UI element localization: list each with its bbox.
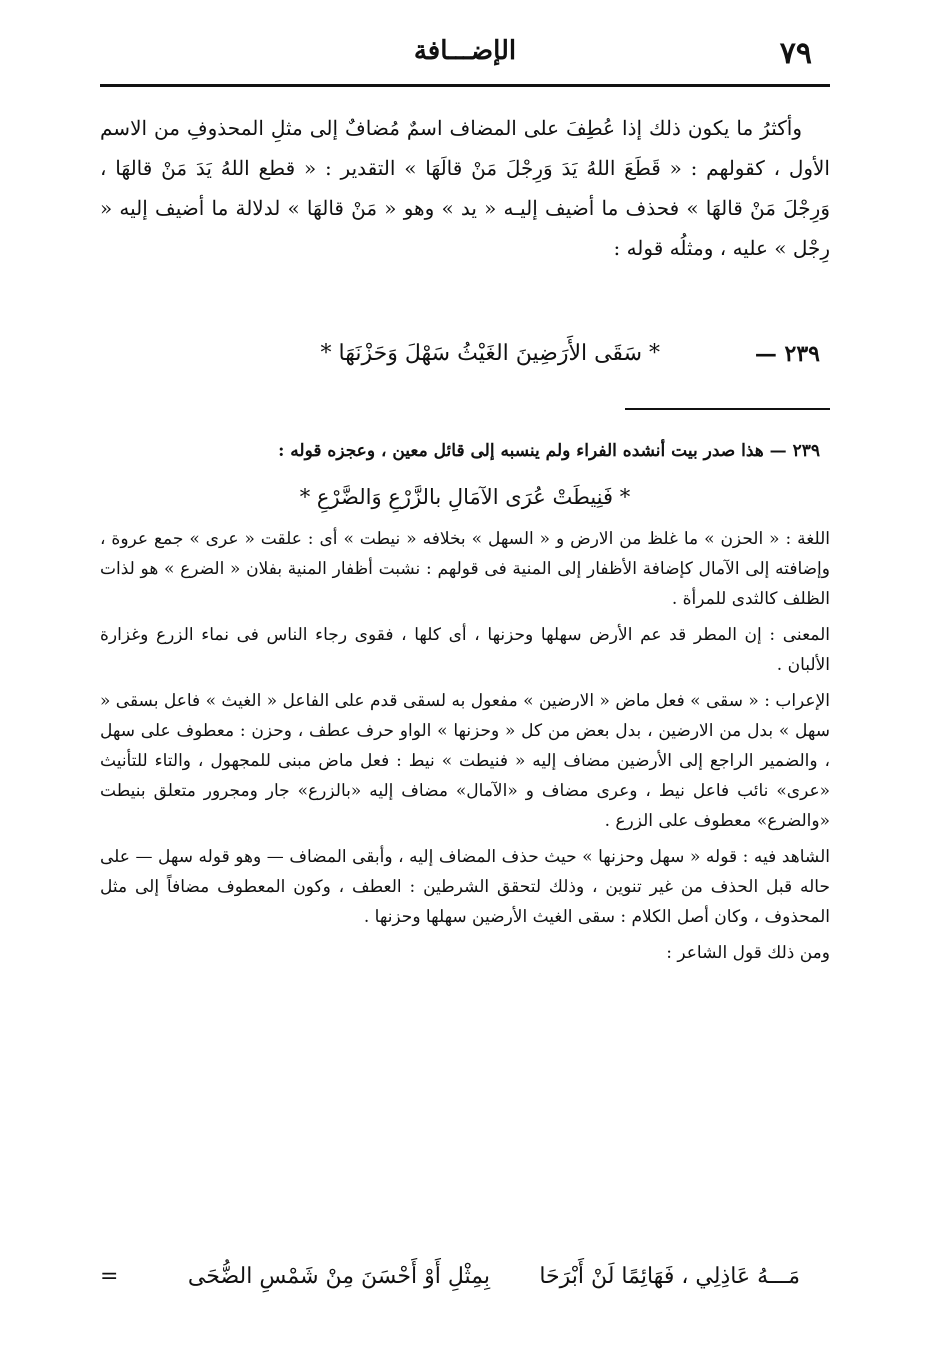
footnote-intro: ٢٣٩ — هذا صدر بيت أنشده الفراء ولم ينسبه إلى قائل معين ، وعجزه قوله :: [278, 441, 820, 461]
header-rule: [100, 84, 830, 87]
main-paragraph: وأكثرُ ما يكون ذلك إذا عُطِفَ على المضاف اسمٌ مُضافٌ إلى مثلِ المحذوفِ من الاسم الأول ، كقولهم : « قَطَعَ اللهُ يَدَ وَرِجْلَ مَنْ قالَهَا » التقدير : « قطع اللهُ يَدَ مَنْ قالهَا ، وَرِجْلَ مَنْ قالهَا » فحذف ما أضيف إليـه « يد » وهو « مَنْ قالهَا » لدلالة ما أضيف إليه « رِجْل » عليه ، ومثلُه قوله :: [100, 116, 830, 260]
footnote-irab: الإعراب : « سقى » فعل ماض « الارضين » مفعول به لسقى قدم على الفاعل « الغيث » فاعل بسقى « سهل » بدل من الارضين ، بدل بعض من كل « وحزنها » الواو حرف عطف ، وحزن : معطوف على سهل ، والضمير الراجع إلى الأرضين مضاف إليه « فنيطت » نيط : فعل ماض مبنى للمجهول ، والتاء للتأنيث «عرى» نائب فاعل نيط ، وعرى مضاف و «الآمال» مضاف إليه «بالزرع» جار ومجرور متعلق بنيطت «والضرع» معطوف على الزرع .: [99, 691, 830, 831]
footnote-verse: * فَنِيطَتْ عُرَى الآمَالِ بالزَّرْعِ وَالضَّرْعِ *: [299, 485, 631, 509]
main-text: [100, 108, 830, 268]
footnote-separator: [625, 408, 830, 410]
footnote-lugha: اللغة : « الحزن » ما غلظ من الارض و « السهل » بخلافه « نيطت » أى : علقت « عرى » جمع عروة ، وإضافته إلى الآمال كإضافة الأظفار إلى المنية فى قولهم : نشبت أظفار المنية بفلان « الضرع » هو لذات الظلف كالثدى للمرأة .: [100, 529, 830, 609]
bottom-verse-first-hemistich: مَـــهُ عَاذِلِي ، فَهَائِمًا لَنْ أَبْرَحَا: [539, 1264, 800, 1289]
verse-text: * سَقَى الأَرَضِينَ الغَيْثُ سَهْلَ وَحَزْنَهَا *: [320, 341, 660, 366]
footnotes: [100, 436, 830, 974]
page-number: ٧٩: [779, 36, 812, 71]
continuation-mark: =: [100, 1264, 119, 1289]
running-header: [100, 30, 830, 80]
chapter-title: الإضـــافة: [413, 36, 517, 66]
bottom-verse-second-hemistich: بِمِثْلِ أَوْ أَحْسَنَ مِنْ شَمْسِ الضُّحَى: [187, 1264, 490, 1289]
verse-number: ٢٣٩ —: [754, 341, 820, 367]
footnote-shahid: الشاهد فيه : قوله « سهل وحزنها » حيث حذف المضاف إليه ، وأبقى المضاف — وهو قوله سهل — على حاله قبل الحذف من غير تنوين ، وذلك لتحقق الشرطين : العطف ، وكون المعطوف مضافاً إلى مثل المحذوف ، وكان أصل الكلام : سقى الغيث الأرضين سهلها وحزنها .: [100, 847, 830, 927]
footnote-maana: المعنى : إن المطر قد عم الأرض سهلها وحزنها ، أى كلها ، فقوى رجاء الناس فى نماء الزرع وغزارة الألبان .: [100, 625, 830, 675]
footnote-next-intro: ومن ذلك قول الشاعر :: [666, 943, 830, 963]
